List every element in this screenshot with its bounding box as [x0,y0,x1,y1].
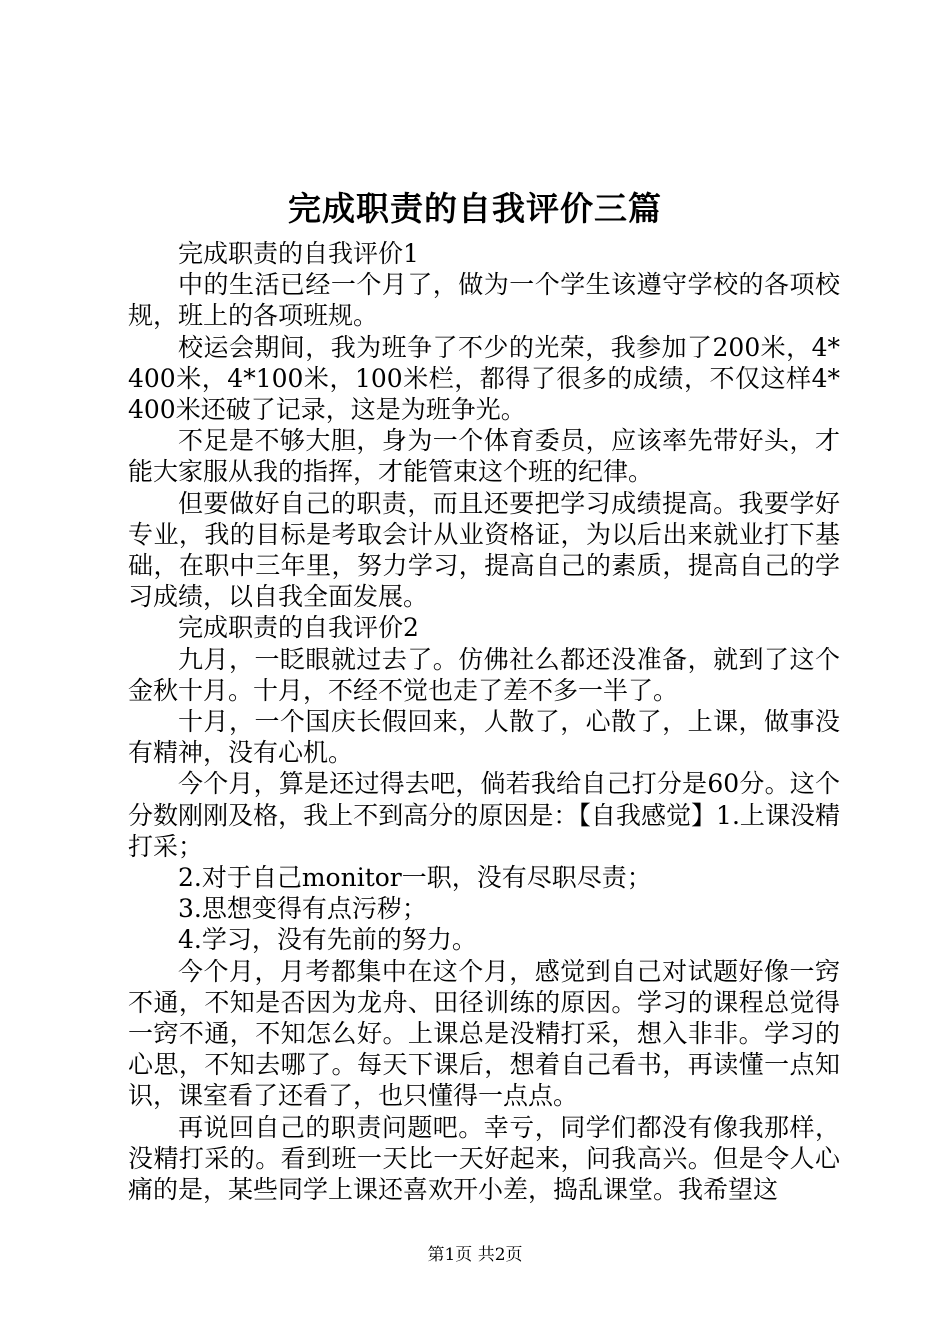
section-heading-2: 完成职责的自我评价2 [178,613,419,643]
section-heading-1: 完成职责的自我评价1 [178,239,419,268]
paragraph: 但要做好自己的职责，而且还要把学习成绩提高。我要学好专业，我的目标是考取会计从业资格证，为以后出来就业打下基础，在职中三年里，努力学习，提高自己的素质，提高自己的学习成绩，以自我全面发展。 [128,488,840,612]
paragraph: 九月，一眨眼就过去了。仿佛社么都还没准备，就到了这个金秋十月。十月，不经不觉也走了差不多一半了。 [128,644,840,705]
list-item: 3.思想变得有点污秽； [178,894,427,924]
paragraph: 校运会期间，我为班争了不少的光荣，我参加了200米，4*400米，4*100米，100米栏，都得了很多的成绩，不仅这样4*400米还破了记录，这是为班争光。 [128,332,840,425]
document-body [128,238,840,1205]
list-item: 4.学习，没有先前的努力。 [178,925,477,955]
paragraph: 中的生活已经一个月了，做为一个学生该遵守学校的各项校规，班上的各项班规。 [128,270,840,331]
paragraph: 不足是不够大胆，身为一个体育委员，应该率先带好头，才能大家服从我的指挥，才能管束这个班的纪律。 [128,426,840,487]
page-number-footer: 第1页 共2页 [427,1245,523,1265]
paragraph: 再说回自己的职责问题吧。幸亏，同学们都没有像我那样，没精打采的。看到班一天比一天好起来，问我高兴。但是令人心痛的是，某些同学上课还喜欢开小差，捣乱课堂。我希望这 [128,1112,840,1205]
paragraph: 今个月，月考都集中在这个月，感觉到自己对试题好像一窍不通，不知是否因为龙舟、田径训练的原因。学习的课程总觉得一窍不通，不知怎么好。上课总是没精打采，想入非非。学习的心思，不知去哪了。每天下课后，想着自己看书，再读懂一点知识，课室看了还看了，也只懂得一点点。 [128,956,840,1111]
paragraph: 十月，一个国庆长假回来，人散了，心散了，上课，做事没有精神，没有心机。 [128,707,840,768]
document-title: 完成职责的自我评价三篇 [288,189,662,228]
list-item: 2.对于自己monitor一职，没有尽职尽责； [178,863,652,893]
paragraph: 今个月，算是还过得去吧，倘若我给自己打分是60分。这个分数刚刚及格，我上不到高分的原因是：【自我感觉】1.上课没精打采； [128,769,840,861]
